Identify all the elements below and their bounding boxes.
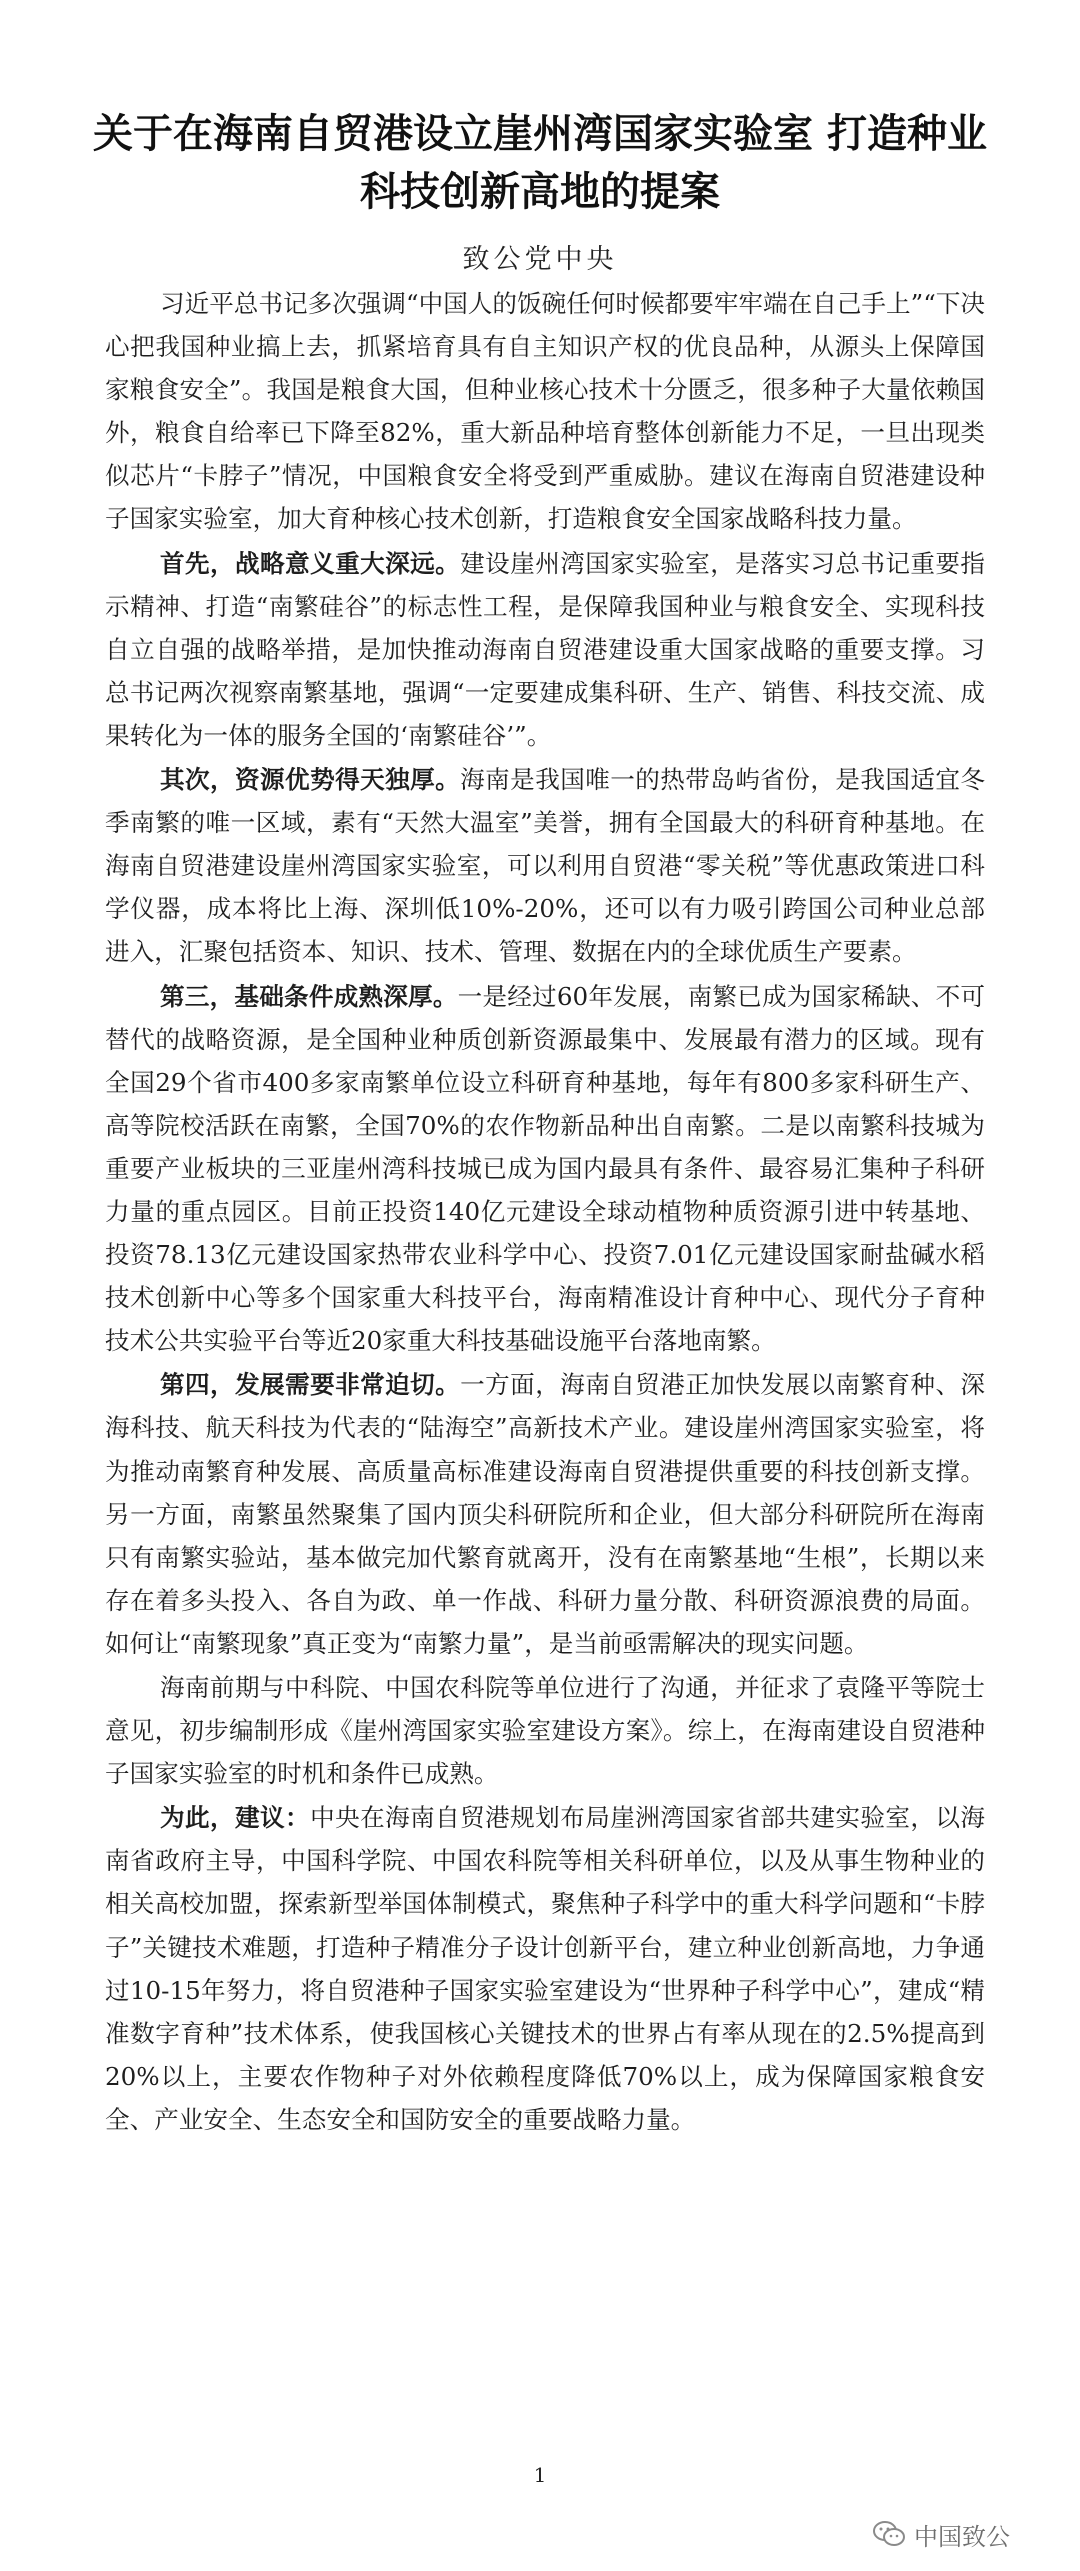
paragraph-lead: 其次，资源优势得天独厚。 — [160, 765, 461, 795]
author: 致公党中央 — [462, 244, 618, 275]
paragraph-text: 中央在海南自贸港规划布局崖洲湾国家省部共建实验室，以海南省政府主导，中国科学院、中国农科院等相关科研单位，以及从事生物种业的相关高校加盟，探索新型举国体制模式，聚焦种子科学中的重大科学问题和“卡脖子”关键技术难题，打造种子精准分子设计创新平台，建立种业创新高地，力争通过10-15年努力，将自贸港种子国家实验室建设为“世界种子科学中心”，建成“精准数字育种”技术体系，使我国核心关键技术的世界占有率从现在的2.5%提高到20%以上，主要农作物种子对外依赖程度降低70%以上，成为保障国家粮食安全、产业安全、生态安全和国防安全的重要战略力量。 — [105, 1803, 985, 2134]
paragraph-lead: 为此，建议： — [160, 1803, 311, 1833]
paragraph — [105, 975, 985, 1363]
document-title-line-2: 科技创新高地的提案 — [360, 169, 720, 215]
paragraph-text: 习近平总书记多次强调“中国人的饭碗任何时候都要牢牢端在自己手上”“下决心把我国种业搞上去，抓紧培育具有自主知识产权的优良品种，从源头上保障国家粮食安全”。我国是粮食大国，但种业核心技术十分匮乏，很多种子大量依赖国外，粮食自给率已下降至82%，重大新品种培育整体创新能力不足，一旦出现类似芯片“卡脖子”情况，中国粮食安全将受到严重威胁。建议在海南自贸港建设种子国家实验室，加大育种核心技术创新，打造粮食安全国家战略科技力量。 — [105, 289, 985, 534]
paragraph-text: 海南前期与中科院、中国农科院等单位进行了沟通，并征求了袁隆平等院士意见，初步编制形成《崖州湾国家实验室建设方案》。综上，在海南建设自贸港种子国家实验室的时机和条件已成熟。 — [105, 1673, 985, 1789]
watermark-text: 中国致公 — [914, 2522, 1010, 2551]
document-body — [105, 282, 985, 2142]
paragraph-text: 海南是我国唯一的热带岛屿省份，是我国适宜冬季南繁的唯一区域，素有“天然大温室”美誉，拥有全国最大的科研育种基地。在海南自贸港建设崖州湾国家实验室，可以利用自贸港“零关税”等优惠政策进口科学仪器，成本将比上海、深圳低10%-20%，还可以有力吸引跨国公司种业总部进入，汇聚包括资本、知识、技术、管理、数据在内的全球优质生产要素。 — [105, 765, 985, 967]
paragraph — [105, 758, 985, 973]
watermark — [872, 2512, 1072, 2556]
paragraph-lead: 首先，战略意义重大深远。 — [160, 548, 461, 578]
paragraph — [105, 1363, 985, 1665]
paragraph-text: 一方面，海南自贸港正加快发展以南繁育种、深海科技、航天科技为代表的“陆海空”高新技术产业。建设崖州湾国家实验室，将为推动南繁育种发展、高质量高标准建设海南自贸港提供重要的科技创新支撑。另一方面，南繁虽然聚集了国内顶尖科研院所和企业，但大部分科研院所在海南只有南繁实验站，基本做完加代繁育就离开，没有在南繁基地“生根”，长期以来存在着多头投入、各自为政、单一作战、科研力量分散、科研资源浪费的局面。如何让“南繁现象”真正变为“南繁力量”，是当前亟需解决的现实问题。 — [105, 1370, 985, 1658]
paragraph — [105, 1666, 985, 1795]
page-number: 1 — [533, 2463, 547, 2487]
paragraph — [105, 1796, 985, 2141]
document-title-line-1: 关于在海南自贸港设立崖州湾国家实验室 打造种业 — [93, 111, 987, 157]
paragraph-lead: 第四，发展需要非常迫切。 — [160, 1370, 461, 1400]
wechat-icon — [872, 2520, 906, 2548]
paragraph-text: 建设崖州湾国家实验室，是落实习总书记重要指示精神、打造“南繁硅谷”的标志性工程，是保障我国种业与粮食安全、实现科技自立自强的战略举措，是加快推动海南自贸港建设重大国家战略的重要支撑。习总书记两次视察南繁基地，强调“一定要建成集科研、生产、销售、科技交流、成果转化为一体的服务全国的‘南繁硅谷’”。 — [105, 548, 985, 750]
paragraph — [105, 542, 985, 757]
paragraph-text: 一是经过60年发展，南繁已成为国家稀缺、不可替代的战略资源，是全国种业种质创新资源最集中、发展最有潜力的区域。现有全国29个省市400多家南繁单位设立科研育种基地，每年有800多家科研生产、高等院校活跃在南繁，全国70%的农作物新品种出自南繁。二是以南繁科技城为重要产业板块的三亚崖州湾科技城已成为国内最具有条件、最容易汇集种子科研力量的重点园区。目前正投资140亿元建设全球动植物种质资源引进中转基地、投资78.13亿元建设国家热带农业科学中心、投资7.01亿元建设国家耐盐碱水稻技术创新中心等多个国家重大科技平台，海南精准设计育种中心、现代分子育种技术公共实验平台等近20家重大科技基础设施平台落地南繁。 — [105, 981, 985, 1356]
paragraph — [105, 282, 985, 541]
paragraph-lead: 第三，基础条件成熟深厚。 — [160, 981, 458, 1011]
